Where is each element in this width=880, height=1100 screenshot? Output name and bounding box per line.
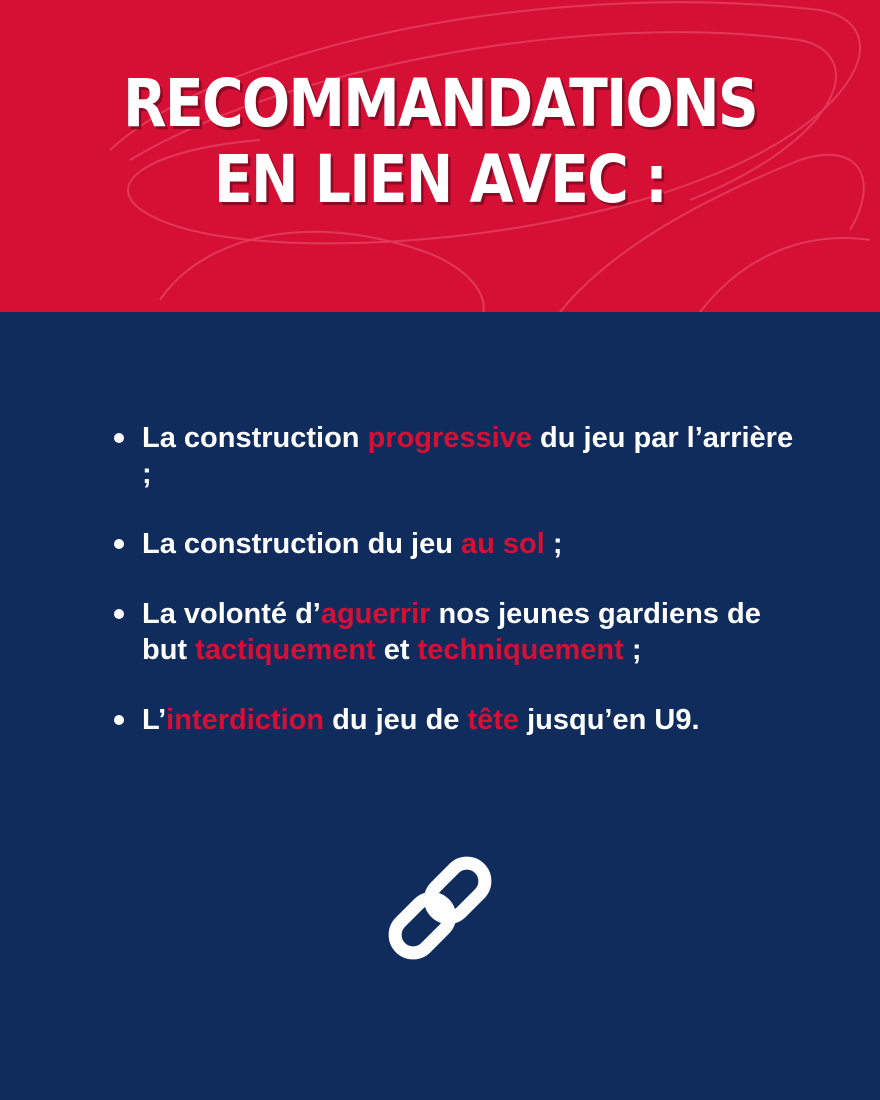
bullet-icon — [114, 433, 124, 443]
item-text: ; — [544, 528, 563, 560]
header-banner — [0, 0, 880, 312]
item-highlight: au sol — [461, 528, 545, 560]
item-highlight: interdiction — [166, 704, 325, 736]
item-text: du jeu de — [324, 704, 468, 736]
item-text: jusqu’en U9. — [519, 704, 700, 736]
item-highlight: progressive — [367, 422, 532, 454]
item-text: L’ — [142, 704, 167, 736]
bullet-icon — [114, 539, 124, 549]
bullet-icon — [114, 609, 124, 619]
item-highlight: tactiquement — [195, 634, 376, 666]
item-text: ; — [623, 634, 642, 666]
item-text: nos jeunes gardiens de but — [142, 598, 761, 666]
item-text: La volonté d’ — [142, 598, 321, 630]
list-item — [110, 596, 810, 668]
title-line-1: RECOMMANDATIONS — [122, 65, 758, 142]
link-icon — [374, 842, 506, 974]
recommendations-list — [110, 420, 810, 772]
item-highlight: tête — [467, 704, 520, 736]
content-panel — [0, 312, 880, 1100]
title-line-2: EN LIEN AVEC : — [213, 141, 667, 218]
page-title — [62, 66, 819, 218]
list-item — [110, 702, 810, 738]
item-text: La construction du jeu — [142, 528, 462, 560]
item-text: et — [375, 634, 418, 666]
list-item — [110, 420, 810, 492]
item-highlight: techniquement — [417, 634, 624, 666]
item-highlight: aguerrir — [320, 598, 431, 630]
item-text: La construction — [142, 422, 368, 454]
bullet-icon — [114, 715, 124, 725]
item-text: du jeu par l’arrière ; — [142, 422, 794, 490]
list-item — [110, 526, 810, 562]
